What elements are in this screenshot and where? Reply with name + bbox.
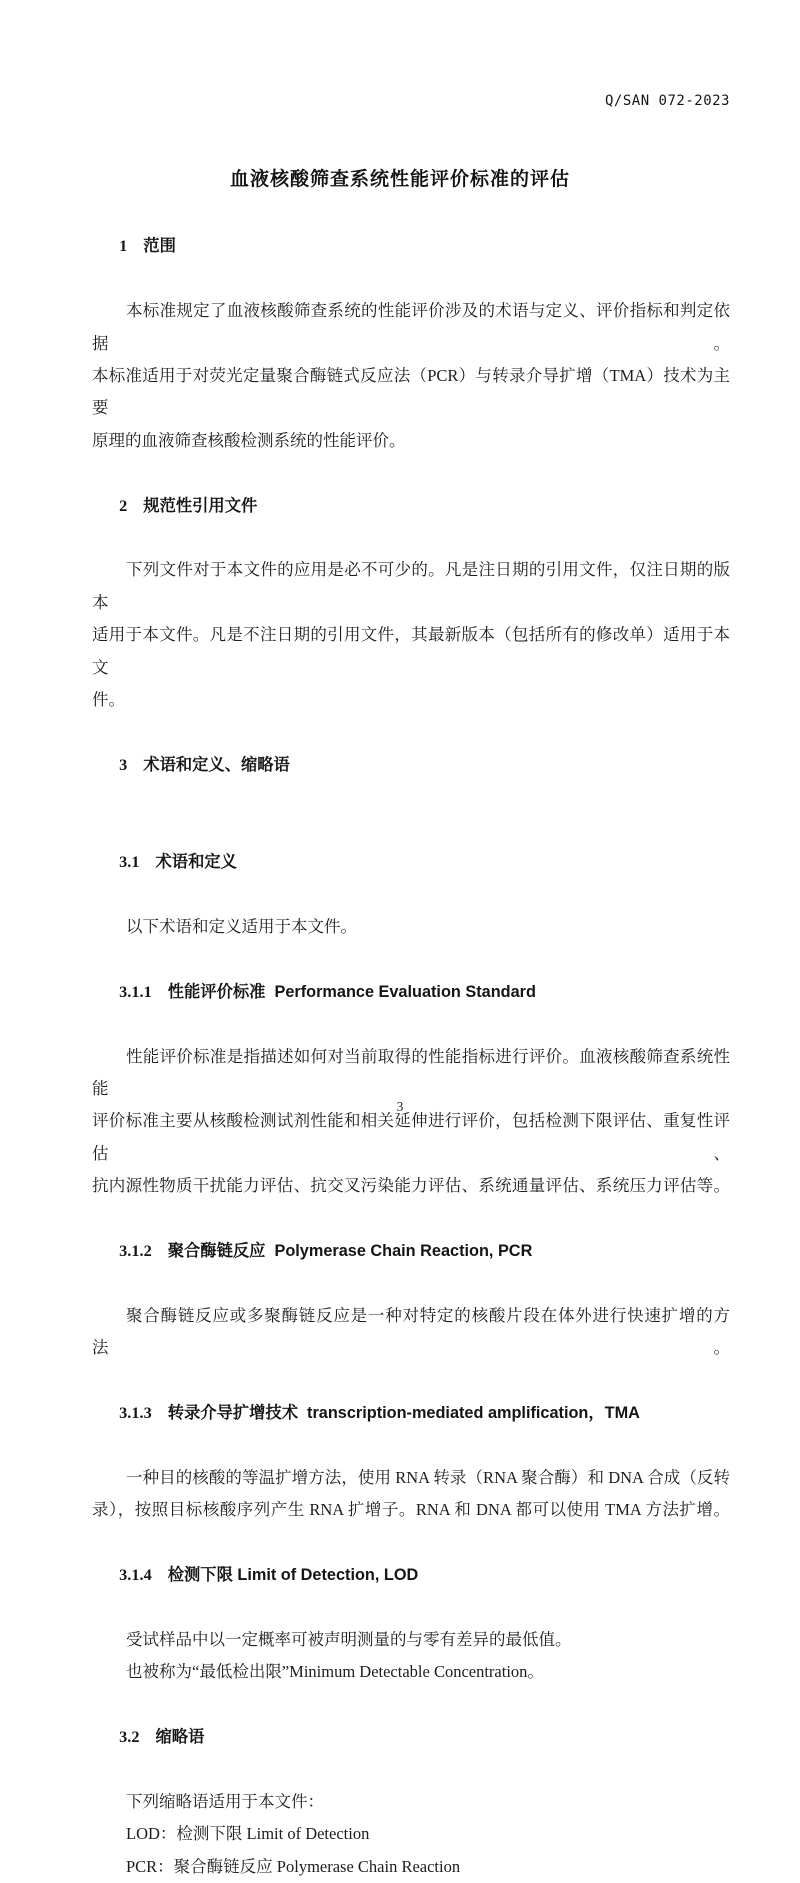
paragraph-line: 本标准适用于对荧光定量聚合酶链式反应法（PCR）与转录介导扩增（TMA）技术为主要 [92,366,730,418]
section-3-1-heading [92,814,730,911]
section-3-2-heading [92,1689,730,1786]
paragraph-line: 录），按照目标核酸序列产生 RNA 扩增子。RNA 和 DNA 都可以使用 TMA 方法扩增。 [92,1500,730,1520]
paragraph-line: 聚合酶链反应或多聚酶链反应是一种对特定的核酸片段在体外进行快速扩增的方法。 [92,1305,730,1358]
section-3-1-1-heading [92,943,730,1040]
paragraph-line: 一种目的核酸的等温扩增方法，使用 RNA 转录（RNA 聚合酶）和 DNA 合成（反转 [126,1467,730,1487]
section-number: 3.2 [119,1727,140,1747]
section-number: 3.1.1 [119,981,152,1001]
section-label: 缩略语 [155,1728,205,1747]
section-3-1-4-heading [92,1527,730,1624]
section-number: 1 [119,236,128,256]
section-1-heading [92,198,730,295]
paragraph-line: 受试样品中以一定概率可被声明测量的与零有差异的最低值。 [126,1629,572,1649]
document-body [92,198,730,1883]
section-2-heading [92,457,730,554]
section-number: 3 [119,754,128,774]
page-number: 3 [396,1099,404,1114]
section-number: 3.1.2 [119,1241,152,1260]
section-label: 范围 [143,237,176,256]
section-label: 术语和定义、缩略语 [143,755,290,774]
paragraph-line: 以下术语和定义适用于本文件。 [126,916,357,936]
paragraph-line: 原理的血液筛查核酸检测系统的性能评价。 [92,430,406,450]
section-3-1-3-heading [92,1365,730,1462]
section-label: 聚合酶链反应 Polymerase Chain Reaction, PCR [167,1242,533,1260]
section-number: 3.1.4 [119,1565,152,1585]
paragraph-line: 抗内源性物质干扰能力评估、抗交叉污染能力评估、系统通量评估、系统压力评估等。 [92,1176,730,1196]
paragraph-line: 件。 [92,690,125,710]
paragraph-line: 也被称为“最低检出限”Minimum Detectable Concentration。 [126,1662,544,1682]
section-label: 检测下限 Limit of Detection, LOD [167,1566,419,1585]
section-label: 规范性引用文件 [143,496,258,515]
abbreviation-lod-line: LOD：检测下限 Limit of Detection [126,1824,370,1844]
paragraph-line: 本标准规定了血液核酸筛查系统的性能评价涉及的术语与定义、评价指标和判定依据。 [92,301,730,353]
section-label: 性能评价标准 Performance Evaluation Standard [167,982,536,1001]
document-number: Q/SAN 072-2023 [604,93,730,109]
section-3-1-2-heading [92,1203,730,1300]
paragraph-line: 评价标准主要从核酸检测试剂性能和相关延伸进行评价，包括检测下限评估、重复性评估、 [92,1111,730,1163]
abbreviation-pcr-line: PCR：聚合酶链反应 Polymerase Chain Reaction [126,1856,461,1876]
paragraph-line: 下列文件对于本文件的应用是必不可少的。凡是注日期的引用文件，仅注日期的版本 [92,560,730,612]
document-title: 血液核酸筛查系统性能评价标准的评估 [229,169,570,190]
section-number: 3.1 [119,852,140,872]
paragraph-line: 性能评价标准是指描述如何对当前取得的性能指标进行评价。血液核酸筛查系统性能 [92,1046,730,1098]
paragraph-line: 适用于本文件。凡是不注日期的引用文件，其最新版本（包括所有的修改单）适用于本文 [92,625,730,677]
section-label: 术语和定义 [155,853,237,872]
section-label: 转录介导扩增技术 transcription-mediated amplification，TMA [167,1404,640,1423]
section-number: 3.1.3 [119,1403,152,1423]
section-3-heading [92,717,730,814]
paragraph-line: 下列缩略语适用于本文件： [126,1791,324,1811]
section-number: 2 [119,495,128,515]
